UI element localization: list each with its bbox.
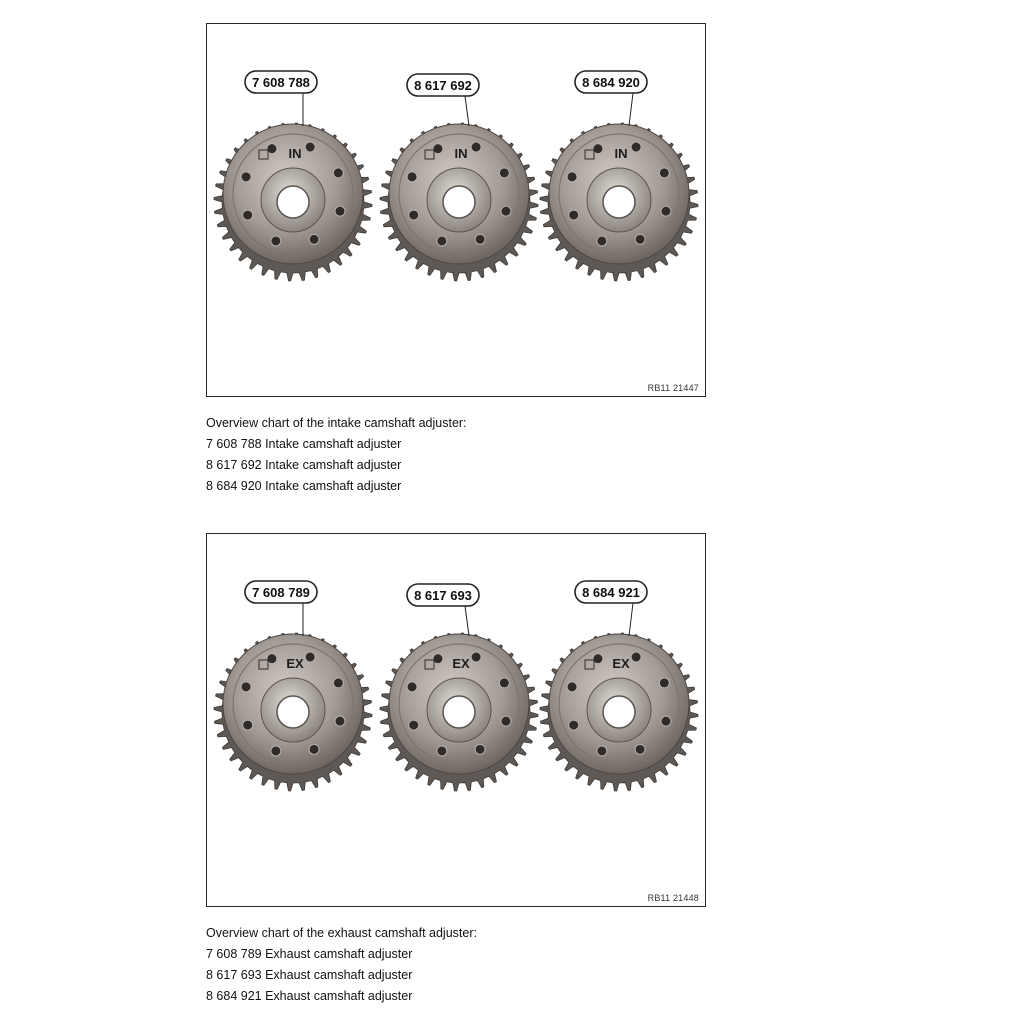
caption-line: 7 608 788 Intake camshaft adjuster xyxy=(206,437,402,451)
part-number-callout xyxy=(407,74,479,96)
part-number-callout xyxy=(575,71,647,93)
camshaft-adjuster-gear xyxy=(540,123,698,281)
caption-title: Overview chart of the exhaust camshaft adjuster: xyxy=(206,926,477,940)
gear-marking: EX xyxy=(452,656,470,671)
caption-line: 7 608 789 Exhaust camshaft adjuster xyxy=(206,947,413,961)
part-number-callout xyxy=(407,584,479,606)
exhaust-figure-drawing xyxy=(207,534,704,905)
caption-line: 8 684 920 Intake camshaft adjuster xyxy=(206,479,402,493)
caption-line: 8 617 692 Intake camshaft adjuster xyxy=(206,458,402,472)
gear-marking: EX xyxy=(612,656,630,671)
part-number-callout xyxy=(245,71,317,93)
intake-figure xyxy=(206,23,706,397)
part-number-label: 7 608 788 xyxy=(252,75,310,90)
gear-marking: IN xyxy=(454,146,468,161)
part-number-label: 8 617 693 xyxy=(414,588,472,603)
part-number-label: 8 617 692 xyxy=(414,78,472,93)
part-number-label: 7 608 789 xyxy=(252,585,310,600)
figure-code: RB11 21448 xyxy=(647,893,699,903)
intake-caption xyxy=(206,413,467,497)
part-number-callout xyxy=(245,581,317,603)
gear-marking: IN xyxy=(614,146,628,161)
camshaft-adjuster-gear xyxy=(214,123,372,281)
camshaft-adjuster-gear xyxy=(380,123,538,281)
camshaft-adjuster-gear xyxy=(214,633,372,791)
part-number-label: 8 684 920 xyxy=(582,75,640,90)
gear-marking: EX xyxy=(286,656,304,671)
caption-line: 8 684 921 Exhaust camshaft adjuster xyxy=(206,989,413,1003)
camshaft-adjuster-gear xyxy=(540,633,698,791)
caption-title: Overview chart of the intake camshaft adjuster: xyxy=(206,416,467,430)
part-number-callout xyxy=(575,581,647,603)
part-number-label: 8 684 921 xyxy=(582,585,640,600)
figure-code: RB11 21447 xyxy=(647,383,699,393)
caption-line: 8 617 693 Exhaust camshaft adjuster xyxy=(206,968,413,982)
gear-marking: IN xyxy=(288,146,302,161)
exhaust-caption xyxy=(206,923,477,1007)
camshaft-adjuster-gear xyxy=(380,633,538,791)
intake-figure-drawing xyxy=(207,24,704,395)
exhaust-figure xyxy=(206,533,706,907)
